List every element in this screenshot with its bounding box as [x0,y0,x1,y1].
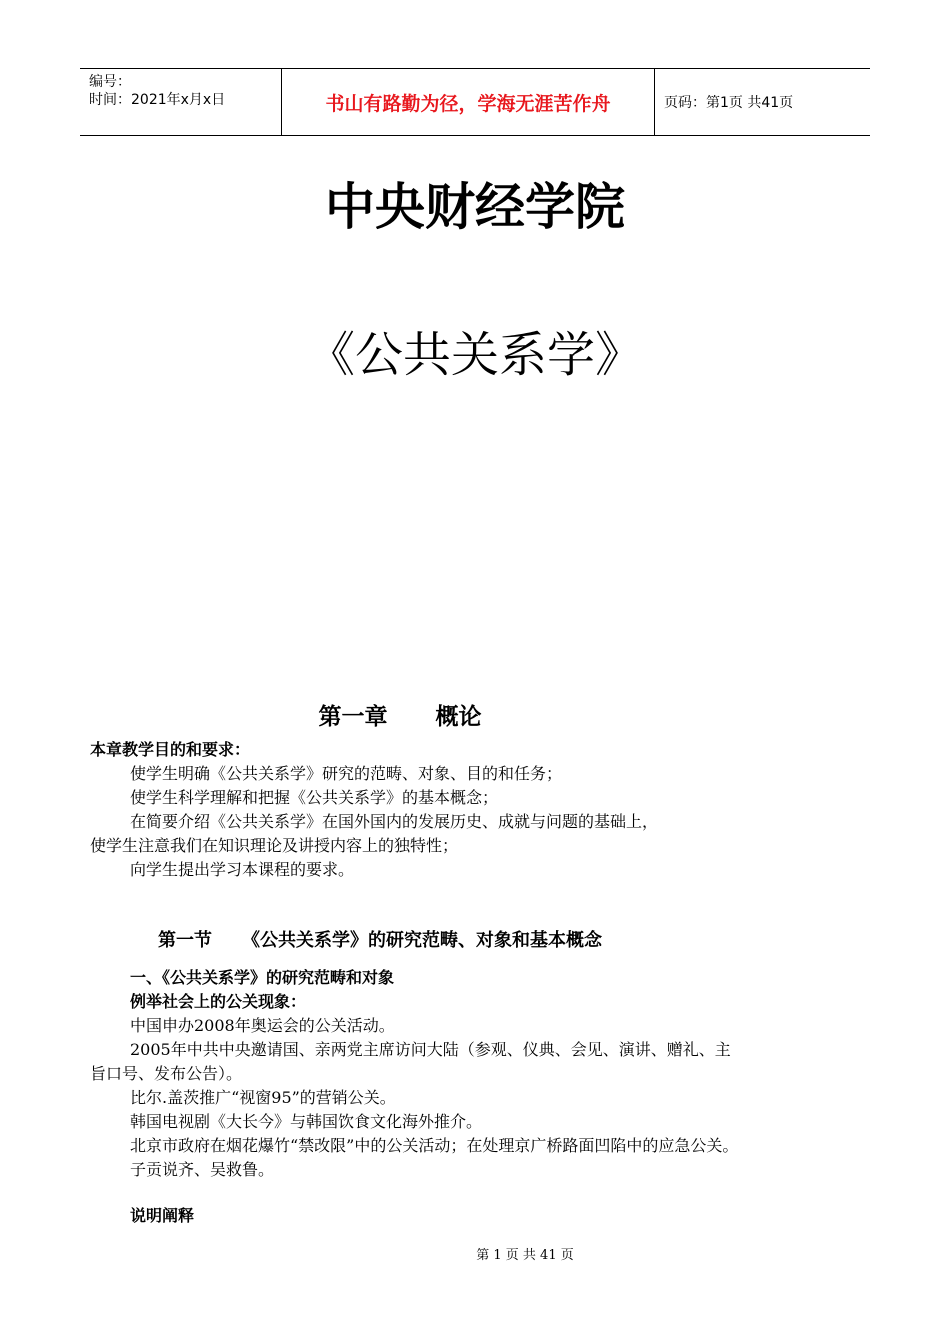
example-item: 北京市政府在烟花爆竹“禁改限”中的公关活动；在处理京广桥路面凹陷中的应急公关。 [130,1136,739,1155]
header-meta-cell [80,69,282,135]
subsection-title: 一、《公共关系学》的研究范畴和对象 [130,968,395,987]
objectives-heading: 本章教学目的和要求： [90,740,251,759]
chapter-name: 概论 [435,704,482,730]
example-item: 子贡说齐、吴救鲁。 [130,1160,275,1179]
header-page-info: 页码：第1页 共41页 [664,95,794,111]
objective-item: 在简要介绍《公共关系学》在国外国内的发展历史、成就与问题的基础上， [130,812,659,831]
example-item: 2005年中共中央邀请国、亲两党主席访问大陆（参观、仪典、会见、演讲、赠礼、主 [130,1040,731,1059]
header-table [80,68,870,136]
explain-heading: 说明阐释 [130,1206,195,1225]
section-number: 第一节 [158,930,212,951]
objective-item: 向学生提出学习本课程的要求。 [130,860,355,879]
objective-item: 使学生科学理解和把握《公共关系学》的基本概念； [130,788,499,807]
header-number-label: 编号： [89,74,131,90]
institution-title: 中央财经学院 [325,178,625,236]
objective-item-continued: 使学生注意我们在知识理论及讲授内容上的独特性； [90,836,459,855]
subsection-block [90,966,870,1228]
chapter-heading [0,700,800,734]
example-item: 比尔.盖茨推广“视窗95”的营销公关。 [130,1088,396,1107]
section-title-text: 《公共关系学》的研究范畴、对象和基本概念 [242,930,602,951]
example-item: 韩国电视剧《大长今》与韩国饮食文化海外推介。 [130,1112,483,1131]
example-item-continued: 旨口号、发布公告）。 [90,1064,243,1083]
examples-heading: 例举社会上的公关现象： [130,992,307,1011]
page-footer: 第 1 页 共 41 页 [476,1248,574,1263]
header-motto: 书山有路勤为径，学海无涯苦作舟 [282,69,655,135]
example-item: 中国申办2008年奥运会的公关活动。 [130,1016,395,1035]
header-date-label: 时间：2021年x月x日 [89,92,226,108]
objectives-block [90,738,870,882]
chapter-number: 第一章 [318,704,388,730]
section-heading [158,928,602,954]
course-title: 《公共关系学》 [306,327,643,383]
objective-item: 使学生明确《公共关系学》研究的范畴、对象、目的和任务； [130,764,563,783]
